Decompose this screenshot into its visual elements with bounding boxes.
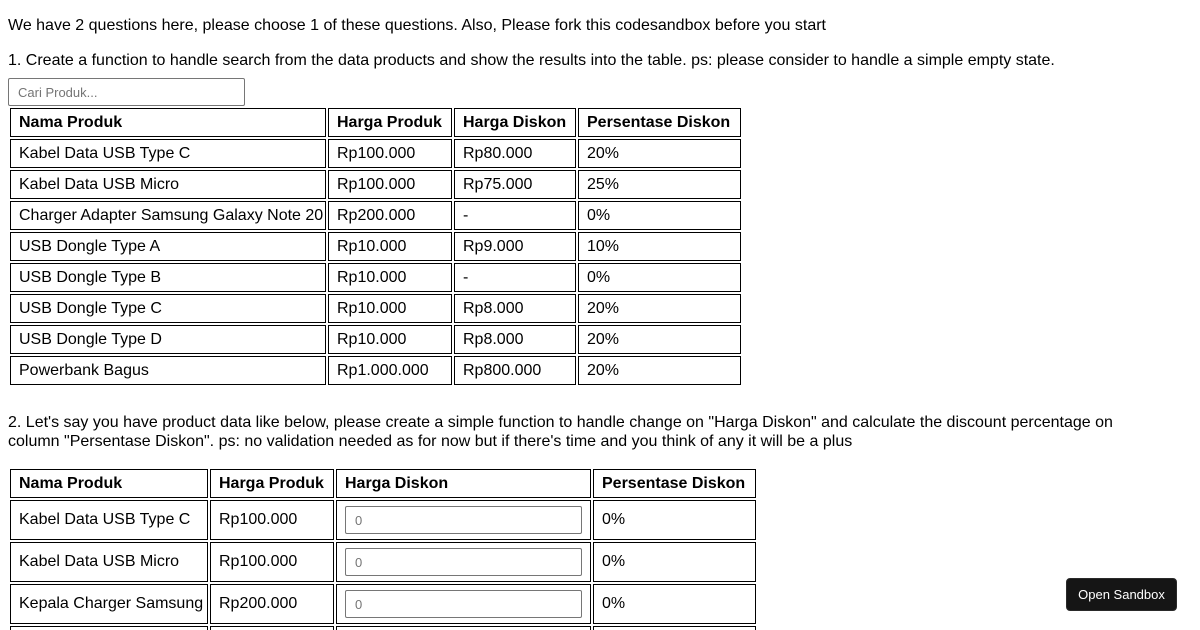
cell-product-name: Kabel Data USB Micro <box>10 542 208 582</box>
cell-product-price: Rp100.000 <box>328 170 452 199</box>
discount-price-input[interactable] <box>345 506 582 534</box>
cell-discount-percent: 20% <box>578 139 741 168</box>
cell-discount-percent: 20% <box>578 325 741 354</box>
table-row <box>10 170 741 199</box>
cell-product-name: USB Dongle Type A <box>10 232 326 261</box>
cell-product-price: Rp10.000 <box>328 325 452 354</box>
header-nama-produk: Nama Produk <box>10 469 208 498</box>
cell-discount-price: - <box>454 263 576 292</box>
table-row <box>10 232 741 261</box>
question-2-text: 2. Let's say you have product data like below, please create a simple function to handle change on "Harga Diskon" and calculate the discount percentage on column "Persentase Diskon". ps: no validation needed as for now but if there's time and you think of any it will be a plus <box>8 414 1113 450</box>
cell-discount-price: Rp8.000 <box>454 294 576 323</box>
intro-text: We have 2 questions here, please choose 1 of these questions. Also, Please fork this codesandbox before you start <box>8 17 826 34</box>
cell-product-name: Kabel Data USB Micro <box>10 170 326 199</box>
cell-discount-price: Rp75.000 <box>454 170 576 199</box>
cell-discount-percent: 10% <box>578 232 741 261</box>
table-row <box>10 201 741 230</box>
cell-discount-percent: 20% <box>578 356 741 385</box>
header-persentase-diskon: Persentase Diskon <box>593 469 756 498</box>
header-nama-produk: Nama Produk <box>10 108 326 137</box>
cell-product-name: USB Dongle Type D <box>10 325 326 354</box>
header-harga-produk: Harga Produk <box>210 469 334 498</box>
discount-price-input[interactable] <box>345 590 582 618</box>
cell-discount-percent: 20% <box>578 294 741 323</box>
cell-discount-input <box>336 500 591 540</box>
cell-discount-percent: 0% <box>593 542 756 582</box>
products-table <box>8 106 743 387</box>
cell-discount-percent: 0% <box>578 263 741 292</box>
cell-product-price: Rp10.000 <box>328 232 452 261</box>
cell-product-price: Rp100.000 <box>328 139 452 168</box>
cell-discount-price: Rp80.000 <box>454 139 576 168</box>
cell-product-price: Rp1.000.000 <box>328 356 452 385</box>
open-sandbox-button[interactable]: Open Sandbox <box>1066 578 1177 611</box>
cell-product-price: Rp10.000 <box>328 294 452 323</box>
cell-product-name: Kabel Data USB Type C <box>10 500 208 540</box>
table-row <box>10 356 741 385</box>
table-row <box>10 139 741 168</box>
cell-discount-input <box>336 584 591 624</box>
cell-product-name: Kabel Data USB Type C <box>10 139 326 168</box>
cell-product-price <box>210 626 334 630</box>
discount-table <box>8 467 758 630</box>
cell-product-name: Powerbank Bagus <box>10 356 326 385</box>
cell-product-price: Rp200.000 <box>328 201 452 230</box>
header-harga-diskon: Harga Diskon <box>454 108 576 137</box>
cell-product-name: USB Dongle Type C <box>10 294 326 323</box>
header-harga-produk: Harga Produk <box>328 108 452 137</box>
cell-discount-input <box>336 542 591 582</box>
cell-discount-percent: 25% <box>578 170 741 199</box>
table-row <box>10 294 741 323</box>
table-row <box>10 325 741 354</box>
cell-discount-price: - <box>454 201 576 230</box>
table-header-row <box>10 108 741 137</box>
question-1-text: 1. Create a function to handle search from the data products and show the results into the table. ps: please consider to handle a simple empty state. <box>8 52 1055 69</box>
table-row <box>10 584 756 624</box>
cell-product-name: Kepala Charger Samsung <box>10 584 208 624</box>
cell-product-price: Rp10.000 <box>328 263 452 292</box>
cell-discount-input <box>336 626 591 630</box>
cell-product-name: USB Dongle Type B <box>10 263 326 292</box>
cell-discount-percent: 0% <box>593 584 756 624</box>
header-persentase-diskon: Persentase Diskon <box>578 108 741 137</box>
header-harga-diskon: Harga Diskon <box>336 469 591 498</box>
cell-discount-percent: 0% <box>593 500 756 540</box>
cell-discount-price: Rp9.000 <box>454 232 576 261</box>
page-content <box>8 16 1192 630</box>
cell-discount-percent: 0% <box>578 201 741 230</box>
cell-product-price: Rp100.000 <box>210 500 334 540</box>
cell-product-price: Rp200.000 <box>210 584 334 624</box>
table-header-row <box>10 469 756 498</box>
table-row <box>10 500 756 540</box>
table-row <box>10 542 756 582</box>
cell-product-price: Rp100.000 <box>210 542 334 582</box>
cell-discount-percent <box>593 626 756 630</box>
cell-product-name <box>10 626 208 630</box>
cell-discount-price: Rp8.000 <box>454 325 576 354</box>
table-row <box>10 263 741 292</box>
cell-discount-price: Rp800.000 <box>454 356 576 385</box>
table-row <box>10 626 756 630</box>
discount-price-input[interactable] <box>345 548 582 576</box>
cell-product-name: Charger Adapter Samsung Galaxy Note 20 <box>10 201 326 230</box>
search-input[interactable] <box>8 78 245 106</box>
